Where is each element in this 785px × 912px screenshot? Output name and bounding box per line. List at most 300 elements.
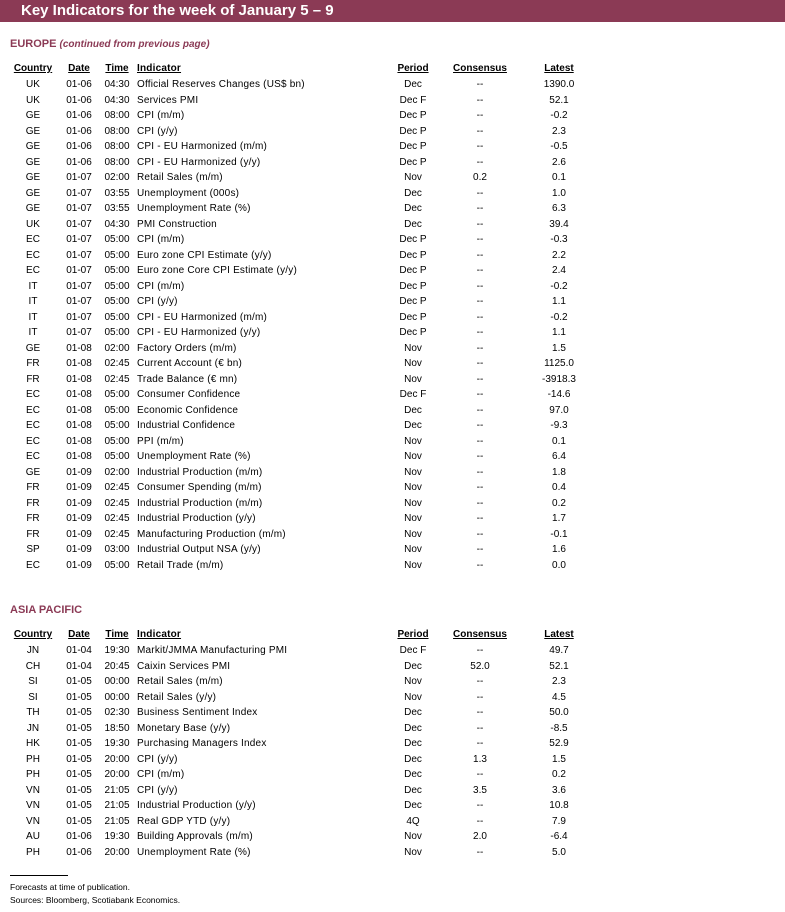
cell-period: Nov (404, 528, 422, 540)
cell-country: UK (26, 218, 40, 230)
cell-period: Nov (404, 544, 422, 555)
footnote-sources: Sources: Bloomberg, Scotiabank Economics. (10, 895, 181, 905)
cell-country: GE (25, 203, 41, 214)
cell-time: 03:55 (104, 187, 130, 199)
cell-country: EC (26, 249, 40, 261)
cell-period: Dec (404, 769, 422, 780)
cell-consensus: -- (476, 559, 484, 571)
cell-country: GE (25, 156, 41, 168)
cell-latest: -14.6 (547, 389, 571, 400)
table-row (0, 829, 785, 845)
cell-indicator: Industrial Production (m/m) (137, 497, 263, 509)
cell-indicator: Euro zone CPI Estimate (y/y) (137, 249, 272, 261)
cell-consensus: -- (476, 544, 484, 555)
cell-period: Nov (404, 373, 422, 385)
cell-time: 02:00 (104, 466, 130, 478)
cell-indicator: Retail Sales (y/y) (137, 691, 217, 703)
table-row (0, 356, 785, 372)
cell-latest: 52.9 (549, 738, 569, 749)
cell-time: 04:30 (104, 79, 130, 90)
cell-country: JN (26, 645, 40, 656)
column-header-date: Date (68, 63, 90, 74)
table-row (0, 186, 785, 202)
cell-date: 01-08 (66, 389, 92, 400)
cell-date: 01-05 (66, 722, 92, 734)
cell-indicator: Real GDP YTD (y/y) (137, 815, 231, 827)
table-row (0, 767, 785, 783)
cell-latest: 52.1 (549, 660, 569, 672)
cell-time: 02:45 (104, 513, 130, 524)
cell-consensus: -- (476, 815, 484, 827)
cell-date: 01-06 (66, 79, 92, 90)
cell-country: FR (26, 373, 40, 385)
cell-date: 01-07 (66, 249, 92, 261)
cell-latest: 4.5 (552, 691, 566, 703)
cell-date: 01-05 (66, 800, 92, 811)
cell-indicator: Monetary Base (y/y) (137, 722, 231, 734)
cell-period: Dec P (399, 280, 427, 292)
cell-indicator: Caixin Services PMI (137, 660, 231, 672)
cell-consensus: -- (476, 676, 484, 687)
cell-time: 21:05 (104, 784, 130, 796)
column-header-indicator: Indicator (137, 63, 182, 74)
europe-heading-text: EUROPE (10, 38, 57, 50)
cell-consensus: -- (476, 125, 484, 137)
cell-indicator: Building Approvals (m/m) (137, 831, 253, 842)
table-row (0, 108, 785, 124)
cell-consensus: -- (476, 420, 484, 431)
table-row (0, 659, 785, 675)
cell-period: Dec P (399, 265, 427, 276)
cell-time: 05:00 (104, 234, 130, 245)
cell-time: 00:00 (104, 676, 130, 687)
cell-latest: -0.3 (550, 234, 568, 245)
cell-time: 02:45 (104, 528, 130, 540)
cell-period: Nov (404, 342, 422, 354)
table-row (0, 798, 785, 814)
table-row (0, 845, 785, 861)
cell-indicator: CPI (y/y) (137, 784, 178, 796)
cell-indicator: CPI (m/m) (137, 769, 185, 780)
cell-country: FR (26, 482, 40, 493)
cell-time: 03:00 (104, 544, 130, 555)
cell-period: Dec P (399, 327, 427, 338)
cell-country: GE (25, 187, 41, 199)
cell-indicator: CPI - EU Harmonized (y/y) (137, 327, 261, 338)
column-header-period: Period (397, 63, 429, 74)
cell-date: 01-08 (66, 358, 92, 369)
cell-time: 20:00 (104, 846, 130, 858)
cell-time: 05:00 (104, 280, 130, 292)
cell-latest: -8.5 (550, 722, 568, 734)
cell-time: 19:30 (104, 738, 130, 749)
cell-period: Dec (404, 738, 422, 749)
asia-heading: ASIA PACIFIC (10, 604, 83, 616)
europe-heading (10, 38, 210, 50)
cell-latest: 1.6 (552, 544, 566, 555)
cell-consensus: -- (476, 466, 484, 478)
cell-latest: 97.0 (549, 404, 569, 416)
cell-period: Dec P (399, 296, 427, 307)
cell-indicator: Services PMI (137, 94, 199, 106)
cell-country: GE (25, 141, 41, 152)
column-header-country: Country (13, 629, 53, 640)
cell-indicator: Official Reserves Changes (US$ bn) (137, 79, 305, 90)
cell-indicator: Economic Confidence (137, 404, 239, 416)
table-row (0, 248, 785, 264)
cell-date: 01-07 (66, 172, 92, 183)
cell-country: UK (26, 94, 40, 106)
cell-date: 01-08 (66, 420, 92, 431)
cell-latest: 10.8 (549, 800, 569, 811)
cell-period: Dec (404, 707, 422, 718)
cell-indicator: Markit/JMMA Manufacturing PMI (137, 645, 288, 656)
cell-indicator: Industrial Confidence (137, 420, 236, 431)
cell-date: 01-07 (66, 280, 92, 292)
cell-time: 05:00 (104, 435, 130, 447)
cell-date: 01-05 (66, 784, 92, 796)
cell-time: 02:45 (104, 358, 130, 369)
cell-date: 01-09 (66, 482, 92, 493)
cell-time: 05:00 (104, 311, 130, 323)
cell-indicator: Purchasing Managers Index (137, 738, 267, 749)
cell-latest: 39.4 (549, 218, 569, 230)
cell-date: 01-05 (66, 769, 92, 780)
cell-indicator: Trade Balance (€ mn) (137, 373, 238, 385)
cell-period: 4Q (406, 815, 420, 827)
cell-consensus: -- (476, 94, 484, 106)
cell-country: GE (25, 342, 41, 354)
cell-date: 01-08 (66, 373, 92, 385)
cell-period: Dec (404, 187, 422, 199)
cell-country: GE (25, 172, 41, 183)
cell-consensus: 1.3 (473, 753, 487, 765)
cell-consensus: -- (476, 435, 484, 447)
cell-country: GE (25, 466, 41, 478)
cell-consensus: -- (476, 265, 484, 276)
page-title: Key Indicators for the week of January 5 – 9 (0, 0, 785, 22)
cell-indicator: Euro zone Core CPI Estimate (y/y) (137, 265, 297, 276)
cell-latest: 1.5 (552, 342, 566, 354)
table-row (0, 217, 785, 233)
cell-indicator: Unemployment Rate (%) (137, 846, 251, 858)
cell-consensus: -- (476, 79, 484, 90)
cell-country: FR (26, 513, 40, 524)
table-row (0, 325, 785, 341)
footnote-forecasts: Forecasts at time of publication. (10, 882, 131, 892)
cell-period: Nov (404, 676, 422, 687)
table-row (0, 170, 785, 186)
cell-period: Nov (404, 513, 422, 524)
table-row (0, 643, 785, 659)
cell-consensus: -- (476, 280, 484, 292)
cell-consensus: -- (476, 800, 484, 811)
cell-time: 18:50 (104, 722, 130, 734)
cell-country: GE (25, 125, 41, 137)
cell-date: 01-09 (66, 528, 92, 540)
cell-consensus: -- (476, 218, 484, 230)
europe-subheading: (continued from previous page) (59, 39, 210, 50)
cell-consensus: 3.5 (473, 784, 487, 796)
cell-period: Dec (404, 784, 422, 796)
cell-time: 05:00 (104, 327, 130, 338)
cell-date: 01-06 (66, 125, 92, 137)
cell-indicator: CPI (m/m) (137, 234, 185, 245)
cell-time: 20:45 (104, 660, 130, 672)
cell-period: Nov (404, 172, 422, 183)
cell-date: 01-09 (66, 544, 92, 555)
cell-time: 05:00 (104, 389, 130, 400)
cell-consensus: -- (476, 691, 484, 703)
cell-period: Dec (404, 218, 422, 230)
cell-consensus: -- (476, 707, 484, 718)
cell-date: 01-07 (66, 296, 92, 307)
cell-country: UK (26, 79, 40, 90)
cell-country: IT (28, 280, 38, 292)
cell-latest: 1.7 (552, 513, 566, 524)
table-row (0, 310, 785, 326)
cell-indicator: CPI - EU Harmonized (y/y) (137, 156, 261, 168)
cell-latest: 0.1 (552, 172, 566, 183)
cell-time: 08:00 (104, 125, 130, 137)
cell-period: Dec F (399, 389, 427, 400)
cell-consensus: -- (476, 373, 484, 385)
cell-indicator: PMI Construction (137, 218, 217, 230)
cell-consensus: -- (476, 110, 484, 121)
cell-consensus: -- (476, 769, 484, 780)
cell-country: EC (26, 435, 40, 447)
cell-consensus: 52.0 (470, 660, 490, 672)
cell-time: 04:30 (104, 94, 130, 106)
cell-latest: 0.4 (552, 482, 566, 493)
table-row (0, 783, 785, 799)
cell-time: 20:00 (104, 753, 130, 765)
cell-time: 02:45 (104, 373, 130, 385)
column-header-time: Time (105, 629, 129, 640)
cell-country: FR (26, 358, 40, 369)
cell-country: IT (28, 296, 38, 307)
cell-consensus: -- (476, 404, 484, 416)
cell-latest: 1.8 (552, 466, 566, 478)
table-row (0, 372, 785, 388)
cell-latest: 1.0 (552, 187, 566, 199)
cell-period: Dec (404, 79, 422, 90)
cell-latest: 2.3 (552, 676, 566, 687)
cell-time: 20:00 (104, 769, 130, 780)
column-header-date: Date (68, 629, 90, 640)
cell-country: TH (26, 707, 40, 718)
cell-date: 01-06 (66, 141, 92, 152)
cell-latest: -0.2 (550, 110, 568, 121)
cell-time: 05:00 (104, 249, 130, 261)
cell-period: Dec (404, 800, 422, 811)
cell-indicator: Factory Orders (m/m) (137, 342, 237, 354)
cell-latest: -3918.3 (542, 373, 576, 385)
cell-time: 05:00 (104, 296, 130, 307)
cell-country: GE (25, 110, 41, 121)
column-header-country: Country (13, 63, 53, 74)
cell-consensus: -- (476, 342, 484, 354)
cell-consensus: -- (476, 311, 484, 323)
cell-indicator: CPI (y/y) (137, 753, 178, 765)
cell-time: 19:30 (104, 645, 130, 656)
cell-period: Dec (404, 203, 422, 214)
cell-period: Nov (404, 451, 422, 462)
cell-period: Dec (404, 722, 422, 734)
cell-country: AU (26, 831, 40, 842)
table-row (0, 736, 785, 752)
cell-country: FR (26, 497, 40, 509)
cell-date: 01-09 (66, 497, 92, 509)
cell-time: 21:05 (104, 800, 130, 811)
cell-country: IT (28, 327, 38, 338)
cell-country: EC (26, 265, 40, 276)
cell-country: EC (26, 404, 40, 416)
cell-date: 01-05 (66, 753, 92, 765)
cell-country: VN (26, 800, 40, 811)
table-row (0, 77, 785, 93)
cell-date: 01-06 (66, 156, 92, 168)
cell-country: EC (26, 451, 40, 462)
cell-indicator: Consumer Spending (m/m) (137, 482, 262, 493)
cell-consensus: -- (476, 389, 484, 400)
cell-consensus: -- (476, 358, 484, 369)
cell-date: 01-05 (66, 738, 92, 749)
cell-indicator: PPI (m/m) (137, 435, 184, 447)
cell-latest: 1.5 (552, 753, 566, 765)
cell-period: Dec (404, 753, 422, 765)
cell-time: 05:00 (104, 559, 130, 571)
cell-time: 02:00 (104, 172, 130, 183)
cell-consensus: -- (476, 296, 484, 307)
cell-date: 01-06 (66, 110, 92, 121)
cell-latest: -9.3 (550, 420, 568, 431)
footnote-divider (10, 875, 68, 876)
cell-latest: 3.6 (552, 784, 566, 796)
cell-period: Nov (404, 466, 422, 478)
cell-latest: 6.3 (552, 203, 566, 214)
cell-period: Dec (404, 660, 422, 672)
column-header-consensus: Consensus (453, 63, 507, 74)
cell-country: FR (26, 528, 40, 540)
cell-indicator: Current Account (€ bn) (137, 358, 243, 369)
cell-consensus: -- (476, 451, 484, 462)
table-row (0, 705, 785, 721)
cell-latest: 0.0 (552, 559, 566, 571)
cell-indicator: Retail Trade (m/m) (137, 559, 224, 571)
cell-time: 21:05 (104, 815, 130, 827)
cell-country: EC (26, 559, 40, 571)
cell-period: Dec P (399, 249, 427, 261)
column-header-indicator: Indicator (137, 629, 182, 640)
table-row (0, 674, 785, 690)
cell-latest: 1390.0 (543, 79, 575, 90)
cell-indicator: Industrial Production (y/y) (137, 800, 256, 811)
cell-date: 01-09 (66, 559, 92, 571)
cell-date: 01-04 (66, 660, 92, 672)
table-row (0, 232, 785, 248)
cell-date: 01-05 (66, 815, 92, 827)
cell-indicator: CPI (m/m) (137, 280, 185, 292)
table-row (0, 721, 785, 737)
cell-indicator: CPI (y/y) (137, 296, 178, 307)
cell-consensus: -- (476, 738, 484, 749)
cell-time: 19:30 (104, 831, 130, 842)
table-row (0, 418, 785, 434)
column-header-period: Period (397, 629, 429, 640)
cell-period: Dec (404, 420, 422, 431)
cell-latest: 0.2 (552, 497, 566, 509)
cell-date: 01-07 (66, 311, 92, 323)
cell-period: Dec (404, 404, 422, 416)
column-header-latest: Latest (544, 629, 574, 640)
cell-indicator: Industrial Output NSA (y/y) (137, 544, 261, 555)
column-header-consensus: Consensus (453, 629, 507, 640)
cell-consensus: -- (476, 482, 484, 493)
cell-period: Nov (404, 497, 422, 509)
cell-consensus: -- (476, 513, 484, 524)
cell-time: 08:00 (104, 141, 130, 152)
cell-date: 01-09 (66, 513, 92, 524)
table-row (0, 387, 785, 403)
cell-consensus: -- (476, 156, 484, 168)
cell-consensus: -- (476, 141, 484, 152)
cell-country: CH (25, 660, 41, 672)
table-row (0, 155, 785, 171)
cell-time: 00:00 (104, 691, 130, 703)
cell-consensus: -- (476, 528, 484, 540)
cell-latest: 49.7 (549, 645, 569, 656)
table-row (0, 279, 785, 295)
cell-period: Nov (404, 846, 422, 858)
cell-indicator: Unemployment Rate (%) (137, 203, 251, 214)
cell-period: Dec P (399, 311, 427, 323)
cell-indicator: CPI - EU Harmonized (m/m) (137, 311, 268, 323)
cell-latest: 1.1 (552, 327, 566, 338)
cell-country: SP (26, 544, 40, 555)
table-row (0, 93, 785, 109)
cell-consensus: -- (476, 722, 484, 734)
table-row (0, 124, 785, 140)
cell-latest: 2.3 (552, 125, 566, 137)
cell-country: SI (28, 691, 38, 703)
cell-latest: 1125.0 (544, 358, 574, 369)
cell-time: 03:55 (104, 203, 130, 214)
cell-latest: -0.2 (550, 311, 568, 323)
column-header-time: Time (105, 63, 129, 74)
cell-indicator: Unemployment (000s) (137, 187, 240, 199)
cell-date: 01-08 (66, 435, 92, 447)
cell-time: 05:00 (104, 265, 130, 276)
cell-country: PH (26, 846, 40, 858)
cell-time: 02:00 (104, 342, 130, 354)
cell-latest: -6.4 (550, 831, 568, 842)
cell-consensus: -- (476, 187, 484, 199)
table-row (0, 558, 785, 574)
table-row (0, 465, 785, 481)
cell-consensus: -- (476, 249, 484, 261)
cell-indicator: Retail Sales (m/m) (137, 676, 223, 687)
table-row (0, 449, 785, 465)
cell-indicator: Industrial Production (y/y) (137, 513, 256, 524)
table-row (0, 341, 785, 357)
cell-latest: 5.0 (552, 846, 566, 858)
cell-date: 01-05 (66, 691, 92, 703)
cell-date: 01-05 (66, 707, 92, 718)
cell-date: 01-07 (66, 218, 92, 230)
cell-country: VN (26, 815, 40, 827)
cell-indicator: Consumer Confidence (137, 389, 241, 400)
